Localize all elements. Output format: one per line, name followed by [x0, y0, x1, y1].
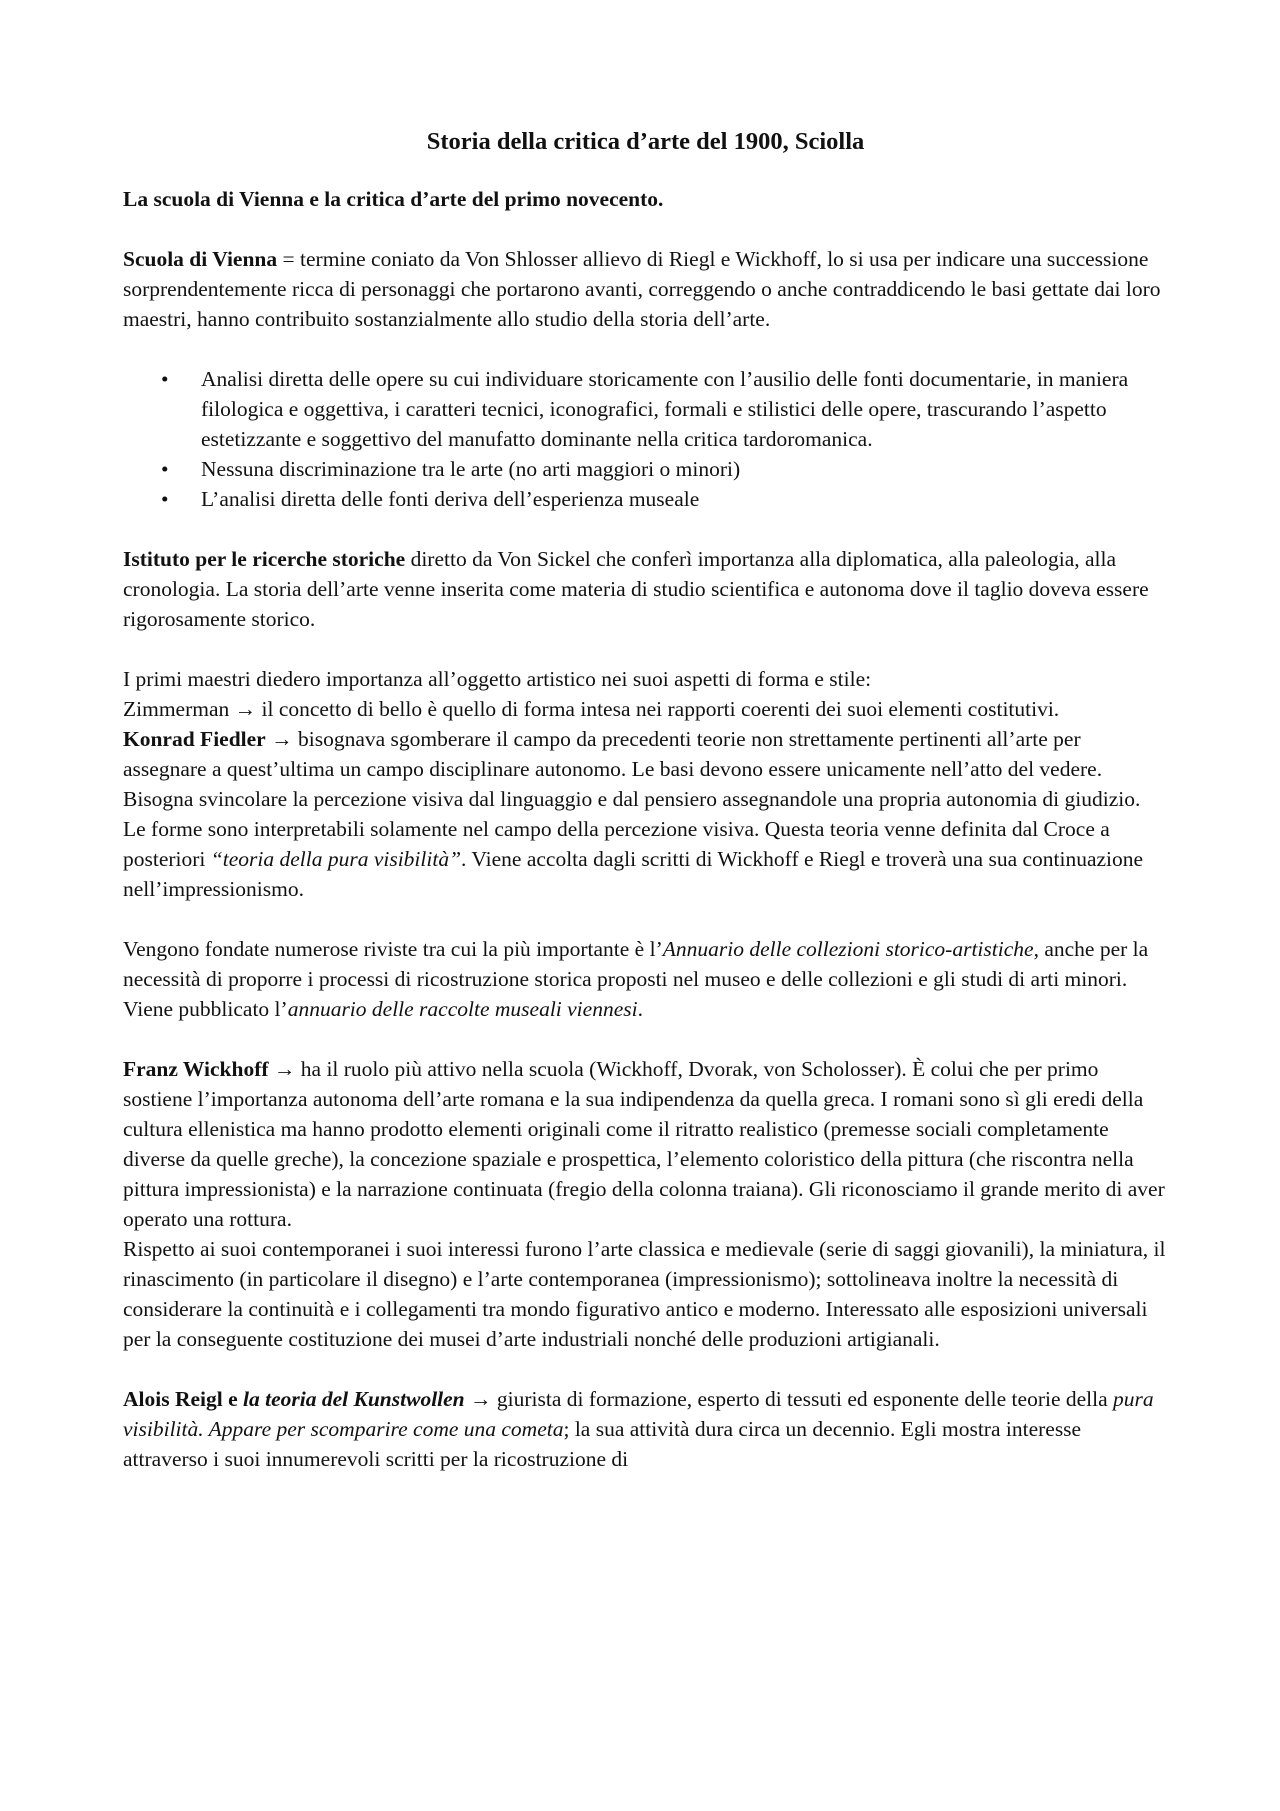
term-wickhoff: Franz Wickhoff	[123, 1057, 269, 1081]
paragraph-primi-maestri: I primi maestri diedero importanza all’oggetto artistico nei suoi aspetti di forma e stile:	[123, 667, 872, 691]
term-scuola-di-vienna: Scuola di Vienna	[123, 247, 278, 271]
section-heading: La scuola di Vienna e la critica d’arte del primo novecento.	[123, 187, 664, 211]
paragraph-scuola-di-vienna: Scuola di Vienna = termine coniato da Von Shlosser allievo di Riegl e Wickhoff, lo si usa per indicare una successione sorprendentemente ricca di personaggi che portarono avanti, correggendo o anche contraddicendo le basi gettate dai loro maestri, hanno contribuito sostanzialmente allo studio della storia dell’arte.	[123, 247, 1161, 331]
paragraph-contemporanei: Rispetto ai suoi contemporanei i suoi interessi furono l’arte classica e medievale (serie di saggi giovanili), la miniatura, il rinascimento (in particolare il disegno) e l’arte contemporanea (impressionismo); sottolineava inoltre la necessità di considerare la continuità e i collegamenti tra mondo figurativo antico e moderno. Interessato alle esposizioni universali per la conseguente costituzione dei musei d’arte industriali nonché delle produzioni artigianali.	[123, 1237, 1166, 1351]
paragraph-riegl: Alois Reigl e la teoria del Kunstwollen → giurista di formazione, esperto di tessuti ed esponente delle teorie della pura visibilità. Appare per scomparire come una cometa; la sua attività dura circa un decennio. Egli mostra interesse attraverso i suoi innumerevoli scritti per la ricostruzione di	[123, 1387, 1154, 1471]
list-item: • Analisi diretta delle opere su cui individuare storicamente con l’ausilio delle fonti documentarie, in maniera filologica e oggettiva, i caratteri tecnici, iconografici, formali e stilistici delle opere, trascurando l’aspetto estetizzante e soggettivo del manufatto dominante nella critica tardoromanica.	[123, 364, 1168, 454]
term-riegl: Alois Reigl e la teoria del Kunstwollen	[123, 1387, 465, 1411]
list-item: • L’analisi diretta delle fonti deriva dell’esperienza museale	[123, 484, 1168, 514]
paragraph-riviste: Vengono fondate numerose riviste tra cui la più importante è l’Annuario delle collezioni storico-artistiche, anche per la necessità di proporre i processi di ricostruzione storica proposti nel museo e delle collezioni e gli studi di arti minori. Viene pubblicato l’annuario delle raccolte museali viennesi.	[123, 937, 1149, 1021]
document-title: Storia della critica d’arte del 1900, Sciolla	[426, 128, 865, 155]
bullet-icon: •	[161, 367, 169, 391]
paragraph-zimmerman: Zimmerman → il concetto di bello è quello di forma intesa nei rapporti coerenti dei suoi elementi costitutivi.	[123, 697, 1060, 721]
paragraph-wickhoff: Franz Wickhoff → ha il ruolo più attivo nella scuola (Wickhoff, Dvorak, von Scholosser). È colui che per primo sostiene l’importanza autonoma dell’arte romana e la sua indipendenza da quella greca. I romani sono sì gli eredi della cultura ellenistica ma hanno prodotto elementi originali come il ritratto realistico (premesse sociali completamente diverse da quelle greche), la concezione spaziale e prospettica, l’elemento coloristico della pittura (che riscontra nella pittura impressionista) e la narrazione continuata (fregio della colonna traiana). Gli riconosciamo il grande merito di aver operato una rottura.	[123, 1057, 1165, 1231]
paragraph-fiedler: Konrad Fiedler → bisognava sgomberare il campo da precedenti teorie non strettamente pertinenti all’arte per assegnare a quest’ultima un campo disciplinare autonomo. Le basi devono essere unicamente nell’atto del vedere. Bisogna svincolare la percezione visiva dal linguaggio e dal pensiero assegnandole una propria autonomia di giudizio. Le forme sono interpretabili solamente nel campo della percezione visiva. Questa teoria venne definita dal Croce a posteriori “teoria della pura visibilità”. Viene accolta dagli scritti di Wickhoff e Riegl e troverà una sua continuazione nell’impressionismo.	[123, 727, 1144, 901]
bullet-icon: •	[161, 487, 169, 511]
document-body	[123, 126, 1168, 1474]
term-fiedler: Konrad Fiedler	[123, 727, 266, 751]
bullet-list	[123, 364, 1168, 514]
paragraph-istituto: Istituto per le ricerche storiche diretto da Von Sickel che conferì importanza alla diplomatica, alla paleologia, alla cronologia. La storia dell’arte venne inserita come materia di studio scientifica e autonoma dove il taglio doveva essere rigorosamente storico.	[123, 547, 1149, 631]
term-istituto: Istituto per le ricerche storiche	[123, 547, 406, 571]
list-item: • Nessuna discriminazione tra le arte (no arti maggiori o minori)	[123, 454, 1168, 484]
bullet-icon: •	[161, 457, 169, 481]
